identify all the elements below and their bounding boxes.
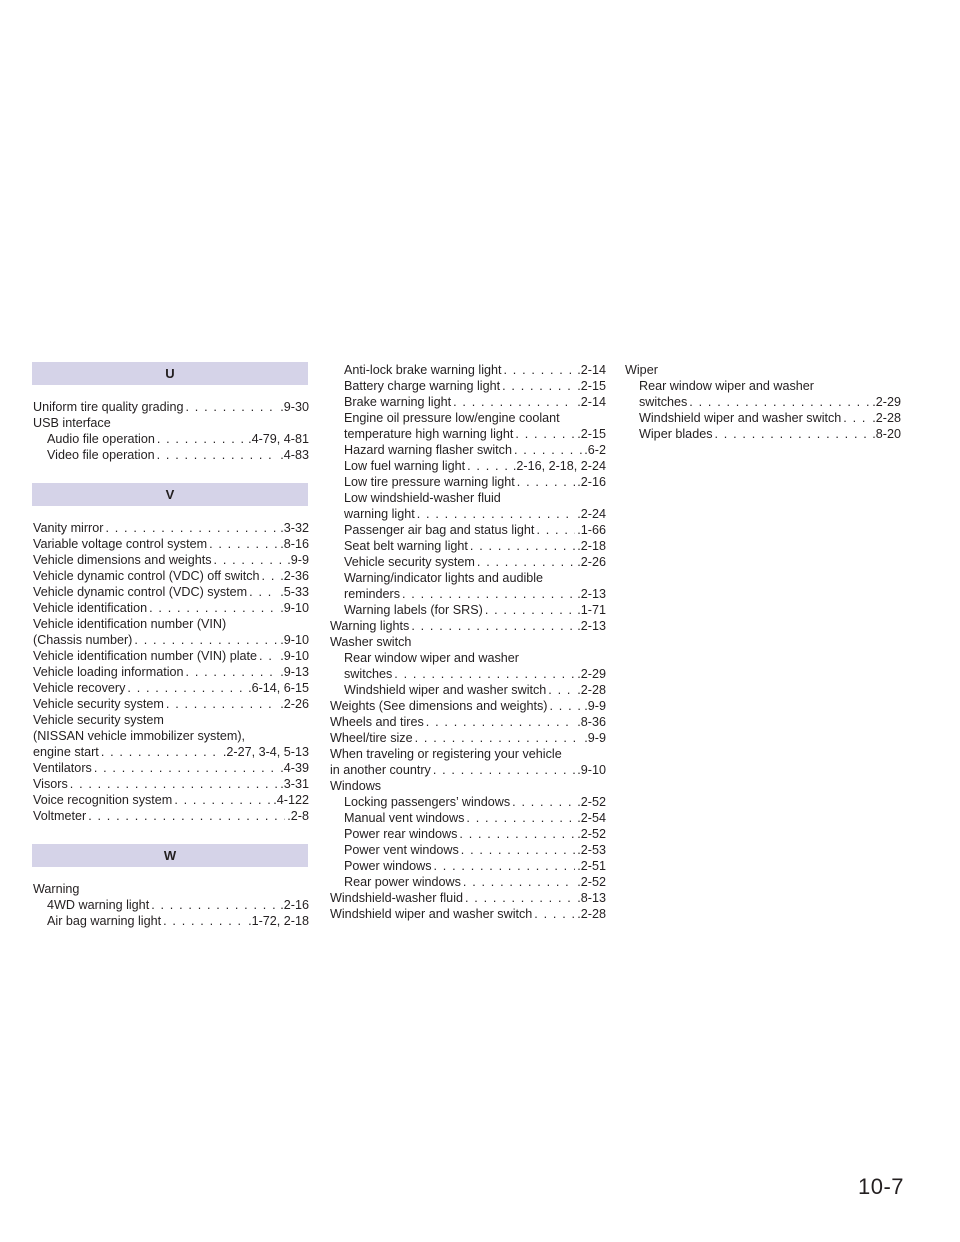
index-label: Variable voltage control system xyxy=(33,537,208,551)
section-gap xyxy=(33,463,309,483)
page-reference: .2-14 xyxy=(577,395,606,409)
index-entry xyxy=(330,794,606,810)
leader-dots xyxy=(715,426,871,442)
index-label: Voice recognition system xyxy=(33,793,173,807)
leader-dots xyxy=(466,810,575,826)
index-label: Vehicle dynamic control (VDC) off switch xyxy=(33,569,260,583)
index-heading-line xyxy=(330,778,606,794)
index-label: Vehicle identification number (VIN) xyxy=(33,617,227,631)
index-label: Video file operation xyxy=(47,448,155,462)
index-entry xyxy=(330,506,606,522)
index-label: Windshield wiper and washer switch xyxy=(639,411,842,425)
page-reference: .4-79, 4-81 xyxy=(248,432,309,446)
index-entry xyxy=(330,906,606,922)
index-entry xyxy=(33,808,309,824)
leader-dots xyxy=(166,696,278,712)
leader-dots xyxy=(477,554,575,570)
index-label: Manual vent windows xyxy=(344,811,465,825)
page-reference: .2-28 xyxy=(577,683,606,697)
index-label: Vehicle security system xyxy=(33,697,164,711)
index-heading-line xyxy=(330,410,606,426)
leader-dots xyxy=(186,664,279,680)
index-label: Visors xyxy=(33,777,68,791)
index-entry xyxy=(33,431,309,447)
index-heading-line xyxy=(625,362,901,378)
index-heading-line xyxy=(330,634,606,650)
leader-dots xyxy=(134,632,278,648)
index-entry xyxy=(625,394,901,410)
leader-dots xyxy=(515,426,575,442)
index-label: 4WD warning light xyxy=(47,898,150,912)
index-label: Vanity mirror xyxy=(33,521,104,535)
page-reference: .9-9 xyxy=(584,699,606,713)
index-label: Warning lights xyxy=(330,619,410,633)
index-label: (NISSAN vehicle immobilizer system), xyxy=(33,729,246,743)
page-reference: .6-14, 6-15 xyxy=(248,681,309,695)
index-label: USB interface xyxy=(33,416,111,430)
leader-dots xyxy=(465,890,575,906)
page-reference: .2-14 xyxy=(577,363,606,377)
page-reference: .2-26 xyxy=(280,697,309,711)
index-entry xyxy=(33,536,309,552)
leader-dots xyxy=(88,808,285,824)
index-label: Vehicle dynamic control (VDC) system xyxy=(33,585,248,599)
leader-dots xyxy=(186,399,279,415)
leader-dots xyxy=(549,698,582,714)
index-entry xyxy=(33,600,309,616)
leader-dots xyxy=(467,458,511,474)
page-reference: .3-32 xyxy=(280,521,309,535)
leader-dots xyxy=(259,648,278,664)
page-reference: .1-71 xyxy=(577,603,606,617)
index-label: Vehicle identification number (VIN) plate xyxy=(33,649,258,663)
index-entry xyxy=(330,842,606,858)
leader-dots xyxy=(536,522,575,538)
index-entry xyxy=(330,874,606,890)
index-heading-line xyxy=(33,712,309,728)
page-number: 10-7 xyxy=(858,1174,905,1199)
page-reference: .9-13 xyxy=(280,665,309,679)
index-entry xyxy=(33,696,309,712)
index-label: Anti-lock brake warning light xyxy=(344,363,502,377)
page-reference: .2-53 xyxy=(577,843,606,857)
index-label: Audio file operation xyxy=(47,432,155,446)
page-reference: .4-122 xyxy=(273,793,309,807)
section-gap xyxy=(33,867,309,881)
page-reference: .8-16 xyxy=(280,537,309,551)
index-label: Air bag warning light xyxy=(47,914,162,928)
leader-dots xyxy=(157,447,279,463)
index-label: Vehicle dimensions and weights xyxy=(33,553,212,567)
section-gap xyxy=(33,385,309,399)
index-entry xyxy=(330,858,606,874)
index-label: Power windows xyxy=(344,859,432,873)
page-reference: .1-72, 2-18 xyxy=(248,914,309,928)
leader-dots xyxy=(843,410,870,426)
index-entry xyxy=(330,682,606,698)
page-reference: .2-52 xyxy=(577,795,606,809)
page-reference: .2-16, 2-18, 2-24 xyxy=(512,459,606,473)
index-entry xyxy=(330,378,606,394)
index-entry xyxy=(330,426,606,442)
index-label: Vehicle security system xyxy=(33,713,164,727)
page-reference: .4-83 xyxy=(280,448,309,462)
index-heading-line xyxy=(625,378,901,394)
page-reference: .2-16 xyxy=(577,475,606,489)
index-entry xyxy=(330,618,606,634)
page-reference: .2-36 xyxy=(280,569,309,583)
leader-dots xyxy=(504,362,576,378)
section-header-u: U xyxy=(32,362,308,385)
leader-dots xyxy=(470,538,575,554)
page-reference: .2-29 xyxy=(872,395,901,409)
index-label: Power rear windows xyxy=(344,827,458,841)
page-reference: .3-31 xyxy=(280,777,309,791)
leader-dots xyxy=(548,682,575,698)
page-reference: .2-51 xyxy=(577,859,606,873)
index-heading-line xyxy=(330,746,606,762)
index-heading-line xyxy=(33,616,309,632)
leader-dots xyxy=(70,776,279,792)
index-entry xyxy=(33,447,309,463)
index-column-3 xyxy=(625,362,901,442)
index-label: Wiper blades xyxy=(639,427,713,441)
leader-dots xyxy=(249,584,278,600)
leader-dots xyxy=(417,506,576,522)
index-entry xyxy=(330,698,606,714)
page-reference: .2-28 xyxy=(872,411,901,425)
index-entry xyxy=(330,714,606,730)
section-header-v: V xyxy=(32,483,308,506)
index-entry xyxy=(33,664,309,680)
index-label: Engine oil pressure low/engine coolant xyxy=(344,411,560,425)
index-heading-line xyxy=(33,415,309,431)
page-reference: .2-54 xyxy=(577,811,606,825)
index-label: Vehicle identification xyxy=(33,601,148,615)
leader-dots xyxy=(394,666,575,682)
page-reference: .4-39 xyxy=(280,761,309,775)
index-label: Washer switch xyxy=(330,635,412,649)
leader-dots xyxy=(689,394,870,410)
index-label: Windshield wiper and washer switch xyxy=(330,907,533,921)
page-reference: .8-13 xyxy=(577,891,606,905)
page-reference: .2-15 xyxy=(577,379,606,393)
page-reference: .2-16 xyxy=(280,898,309,912)
page-reference: .2-15 xyxy=(577,427,606,441)
leader-dots xyxy=(463,874,575,890)
index-label: Warning labels (for SRS) xyxy=(344,603,483,617)
leader-dots xyxy=(502,378,575,394)
index-label: Wheels and tires xyxy=(330,715,424,729)
index-entry xyxy=(33,632,309,648)
index-entry xyxy=(330,362,606,378)
page-reference: .9-9 xyxy=(584,731,606,745)
leader-dots xyxy=(415,730,583,746)
leader-dots xyxy=(411,618,575,634)
index-entry xyxy=(330,458,606,474)
index-entry xyxy=(330,810,606,826)
index-heading-line xyxy=(33,728,309,744)
index-label: engine start xyxy=(33,745,99,759)
index-entry xyxy=(33,568,309,584)
index-entry xyxy=(330,538,606,554)
page-reference: .9-9 xyxy=(287,553,309,567)
index-entry xyxy=(33,744,309,760)
leader-dots xyxy=(94,760,278,776)
index-label: Windows xyxy=(330,779,382,793)
leader-dots xyxy=(209,536,278,552)
index-label: Vehicle loading information xyxy=(33,665,184,679)
index-column-1 xyxy=(33,362,309,929)
index-label: Rear window wiper and washer xyxy=(639,379,814,393)
page-reference: .2-24 xyxy=(577,507,606,521)
index-label: temperature high warning light xyxy=(344,427,514,441)
page-reference: .6-2 xyxy=(584,443,606,457)
index-entry xyxy=(33,913,309,929)
index-label: Low windshield-washer fluid xyxy=(344,491,501,505)
index-entry xyxy=(33,584,309,600)
page-reference: .9-10 xyxy=(577,763,606,777)
page-reference: .2-29 xyxy=(577,667,606,681)
index-label: Weights (See dimensions and weights) xyxy=(330,699,548,713)
index-entry xyxy=(33,680,309,696)
leader-dots xyxy=(461,842,575,858)
index-label: Low tire pressure warning light xyxy=(344,475,515,489)
page-reference: .8-36 xyxy=(577,715,606,729)
page-reference: .5-33 xyxy=(280,585,309,599)
leader-dots xyxy=(262,568,279,584)
index-entry xyxy=(330,890,606,906)
index-entry xyxy=(330,602,606,618)
index-entry xyxy=(33,897,309,913)
index-label: Voltmeter xyxy=(33,809,87,823)
index-label: When traveling or registering your vehicle xyxy=(330,747,562,761)
leader-dots xyxy=(459,826,575,842)
index-heading-line xyxy=(330,570,606,586)
index-entry xyxy=(330,474,606,490)
index-entry xyxy=(625,426,901,442)
leader-dots xyxy=(434,858,576,874)
index-label: Wiper xyxy=(625,363,658,377)
index-heading-line xyxy=(330,490,606,506)
index-label: switches xyxy=(344,667,393,681)
index-label: Vehicle security system xyxy=(344,555,475,569)
index-entry xyxy=(330,586,606,602)
section-header-w: W xyxy=(32,844,308,867)
leader-dots xyxy=(151,897,278,913)
leader-dots xyxy=(163,913,246,929)
index-label: Locking passengers’ windows xyxy=(344,795,511,809)
page-reference: .9-10 xyxy=(280,649,309,663)
index-label: Power vent windows xyxy=(344,843,459,857)
page-reference: .2-52 xyxy=(577,827,606,841)
leader-dots xyxy=(512,794,575,810)
page-reference: .2-13 xyxy=(577,619,606,633)
index-label: Seat belt warning light xyxy=(344,539,468,553)
leader-dots xyxy=(174,792,271,808)
section-gap xyxy=(33,824,309,844)
index-label: Uniform tire quality grading xyxy=(33,400,184,414)
leader-dots xyxy=(157,431,246,447)
index-entry xyxy=(33,792,309,808)
index-label: Ventilators xyxy=(33,761,92,775)
index-entry xyxy=(33,399,309,415)
index-label: warning light xyxy=(344,507,415,521)
index-label: Windshield-washer fluid xyxy=(330,891,463,905)
index-label: Rear power windows xyxy=(344,875,461,889)
index-entry xyxy=(330,554,606,570)
index-label: (Chassis number) xyxy=(33,633,133,647)
leader-dots xyxy=(214,552,286,568)
index-label: Warning/indicator lights and audible xyxy=(344,571,544,585)
index-label: Warning xyxy=(33,882,80,896)
page-reference: .9-30 xyxy=(280,400,309,414)
section-gap xyxy=(33,506,309,520)
index-column-2 xyxy=(330,362,606,922)
index-entry xyxy=(330,730,606,746)
index-entry xyxy=(330,826,606,842)
index-entry xyxy=(33,776,309,792)
index-label: Battery charge warning light xyxy=(344,379,501,393)
index-label: Brake warning light xyxy=(344,395,452,409)
leader-dots xyxy=(426,714,575,730)
index-entry xyxy=(33,760,309,776)
index-entry xyxy=(330,762,606,778)
page-reference: .9-10 xyxy=(280,601,309,615)
page-reference: .2-13 xyxy=(577,587,606,601)
page-reference: .1-66 xyxy=(577,523,606,537)
index-label: reminders xyxy=(344,587,400,601)
page-reference: .2-18 xyxy=(577,539,606,553)
index-entry xyxy=(625,410,901,426)
index-label: Wheel/tire size xyxy=(330,731,413,745)
index-heading-line xyxy=(33,881,309,897)
index-label: Rear window wiper and washer xyxy=(344,651,519,665)
page-reference: .2-52 xyxy=(577,875,606,889)
index-label: Vehicle recovery xyxy=(33,681,126,695)
leader-dots xyxy=(105,520,278,536)
index-heading-line xyxy=(330,650,606,666)
index-entry xyxy=(330,666,606,682)
page-reference: .2-8 xyxy=(287,809,309,823)
leader-dots xyxy=(517,474,575,490)
index-label: in another country xyxy=(330,763,431,777)
leader-dots xyxy=(514,442,582,458)
leader-dots xyxy=(127,680,246,696)
leader-dots xyxy=(485,602,575,618)
index-entry xyxy=(33,552,309,568)
leader-dots xyxy=(149,600,278,616)
index-entry xyxy=(330,442,606,458)
index-label: Hazard warning flasher switch xyxy=(344,443,512,457)
index-entry xyxy=(330,394,606,410)
leader-dots xyxy=(433,762,575,778)
page-reference: .2-26 xyxy=(577,555,606,569)
leader-dots xyxy=(402,586,575,602)
index-entry xyxy=(330,522,606,538)
page-reference: .2-28 xyxy=(577,907,606,921)
index-label: switches xyxy=(639,395,688,409)
leader-dots xyxy=(101,744,221,760)
leader-dots xyxy=(453,394,575,410)
page-reference: .8-20 xyxy=(872,427,901,441)
index-label: Windshield wiper and washer switch xyxy=(344,683,547,697)
index-label: Low fuel warning light xyxy=(344,459,466,473)
index-label: Passenger air bag and status light xyxy=(344,523,535,537)
leader-dots xyxy=(534,906,575,922)
index-entry xyxy=(33,520,309,536)
page-reference: .9-10 xyxy=(280,633,309,647)
index-entry xyxy=(33,648,309,664)
page-reference: .2-27, 3-4, 5-13 xyxy=(222,745,309,759)
